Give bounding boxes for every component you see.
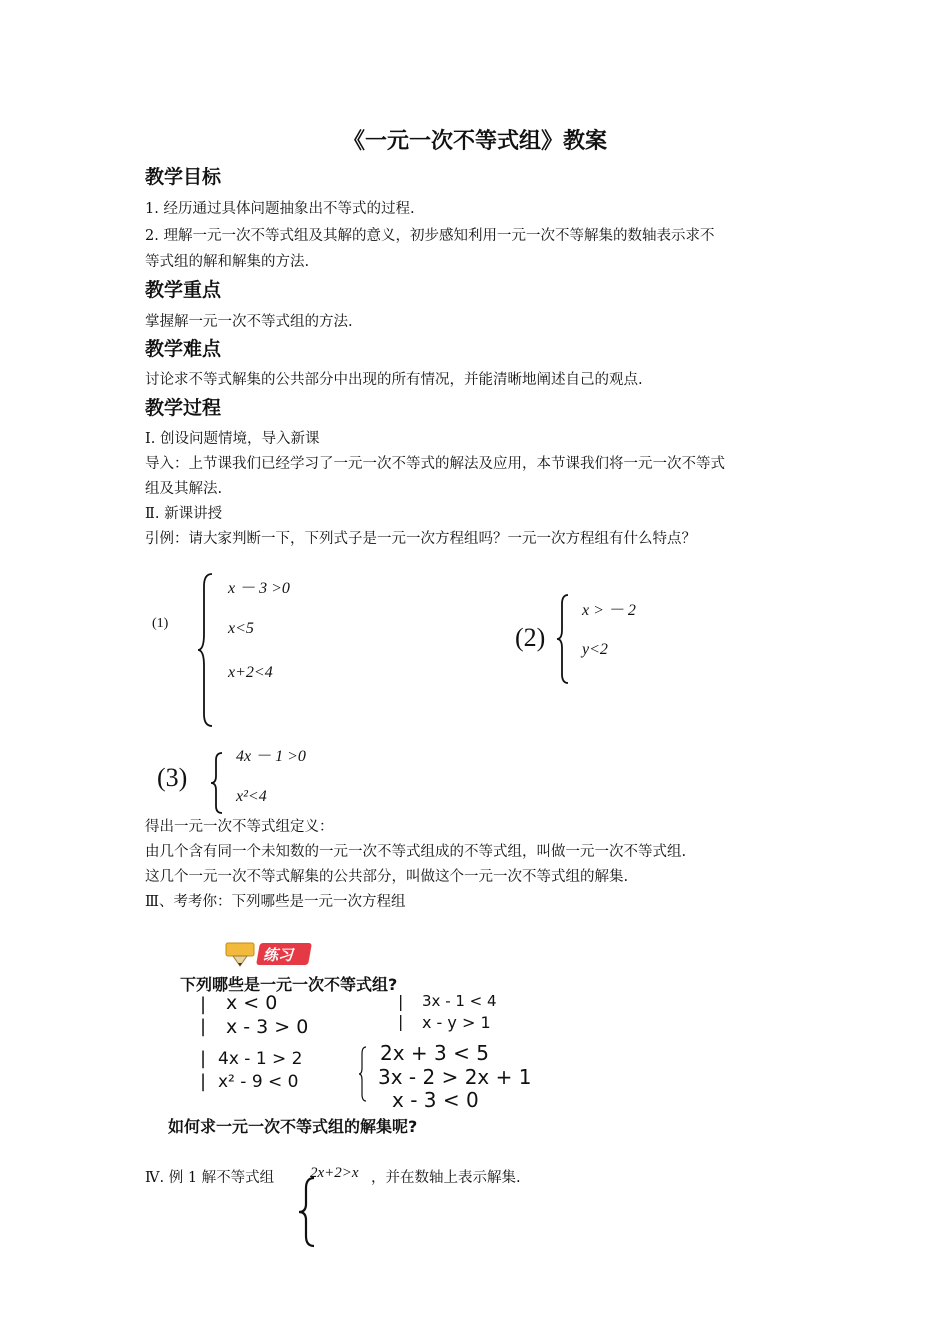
goal-item: 等式组的解和解集的方法.	[145, 254, 310, 270]
brace-system-1	[198, 572, 218, 728]
brace-example	[298, 1176, 318, 1248]
system-3-line: x²<4	[236, 788, 267, 805]
group-b-bracket: |	[398, 992, 404, 1011]
page-title: 《一元一次不等式组》教案	[342, 129, 607, 154]
group-a-line: x - 3 > 0	[226, 1016, 309, 1038]
group-d-line: x - 3 < 0	[392, 1088, 479, 1112]
process-line: 组及其解法.	[145, 481, 223, 497]
system-3-label: (3)	[157, 763, 188, 792]
pencil-icon	[225, 940, 255, 968]
group-b-bracket: |	[398, 1012, 404, 1031]
system-3-line: 4x － 1 >0	[236, 748, 306, 765]
key-text: 掌握解一元一次不等式组的方法.	[145, 314, 353, 330]
group-d-line: 2x + 3 < 5	[380, 1041, 489, 1065]
practice-footer: 如何求一元一次不等式组的解集呢?	[168, 1117, 418, 1136]
definition-line: 由几个含有同一个未知数的一元一次不等式组成的不等式组，叫做一元一次不等式组.	[145, 844, 687, 860]
heading-goals: 教学目标	[145, 166, 222, 188]
process-line: Ⅱ. 新课讲授	[145, 506, 223, 522]
group-a-bracket: |	[200, 1016, 207, 1037]
example-suffix: ，并在数轴上表示解集.	[371, 1170, 521, 1186]
group-d-line: 3x - 2 > 2x + 1	[378, 1065, 532, 1089]
system-1-line: x<5	[228, 620, 254, 637]
heading-process: 教学过程	[145, 397, 222, 419]
goal-item: 2. 理解一元一次不等式组及其解的意义，初步感知利用一元一次不等解集的数轴表示求不	[145, 228, 715, 244]
example-expr: 2x+2>x	[310, 1165, 359, 1181]
group-b-line: 3x - 1 < 4	[422, 992, 497, 1010]
group-c-bracket: |	[200, 1048, 207, 1069]
difficulty-text: 讨论求不等式解集的公共部分中出现的所有情况，并能清晰地阐述自己的观点.	[145, 372, 643, 388]
practice-badge-label: 练习	[263, 946, 294, 964]
group-a-bracket: |	[200, 994, 207, 1015]
group-c-bracket: |	[200, 1071, 207, 1092]
system-1-label: (1)	[152, 616, 169, 631]
process-line: 导入：上节课我们已经学习了一元一次不等式的解法及应用，本节课我们将一元一次不等式	[145, 456, 725, 472]
brace-system-3	[211, 752, 227, 814]
practice-question: 下列哪些是一元一次不等式组?	[180, 975, 398, 994]
system-2-line: x > － 2	[582, 602, 636, 619]
system-2-line: y<2	[582, 641, 608, 658]
definition-line: Ⅲ、考考你：下列哪些是一元一次方程组	[145, 894, 406, 910]
definition-line: 得出一元一次不等式组定义：	[145, 819, 334, 835]
group-a-line: x < 0	[226, 992, 278, 1014]
heading-key: 教学重点	[145, 279, 222, 301]
process-line: 引例：请大家判断一下，下列式子是一元一次方程组吗？一元一次方程组有什么特点？	[145, 531, 696, 547]
group-c-line: 4x - 1 > 2	[218, 1049, 303, 1069]
heading-difficulty: 教学难点	[145, 338, 222, 360]
goal-item: 1. 经历通过具体问题抽象出不等式的过程.	[145, 201, 415, 217]
system-1-line: x+2<4	[228, 664, 273, 681]
system-1-line: x － 3 >0	[228, 580, 290, 597]
example-prefix: Ⅳ. 例 1 解不等式组	[145, 1170, 275, 1186]
group-b-line: x - y > 1	[422, 1013, 491, 1032]
brace-system-2	[557, 594, 573, 684]
definition-line: 这几个一元一次不等式解集的公共部分，叫做这个一元一次不等式组的解集.	[145, 869, 629, 885]
system-2-label: (2)	[515, 623, 546, 652]
process-line: Ⅰ. 创设问题情境，导入新课	[145, 431, 320, 447]
group-d-bracket	[358, 1046, 370, 1102]
group-c-line: x² - 9 < 0	[218, 1072, 299, 1092]
